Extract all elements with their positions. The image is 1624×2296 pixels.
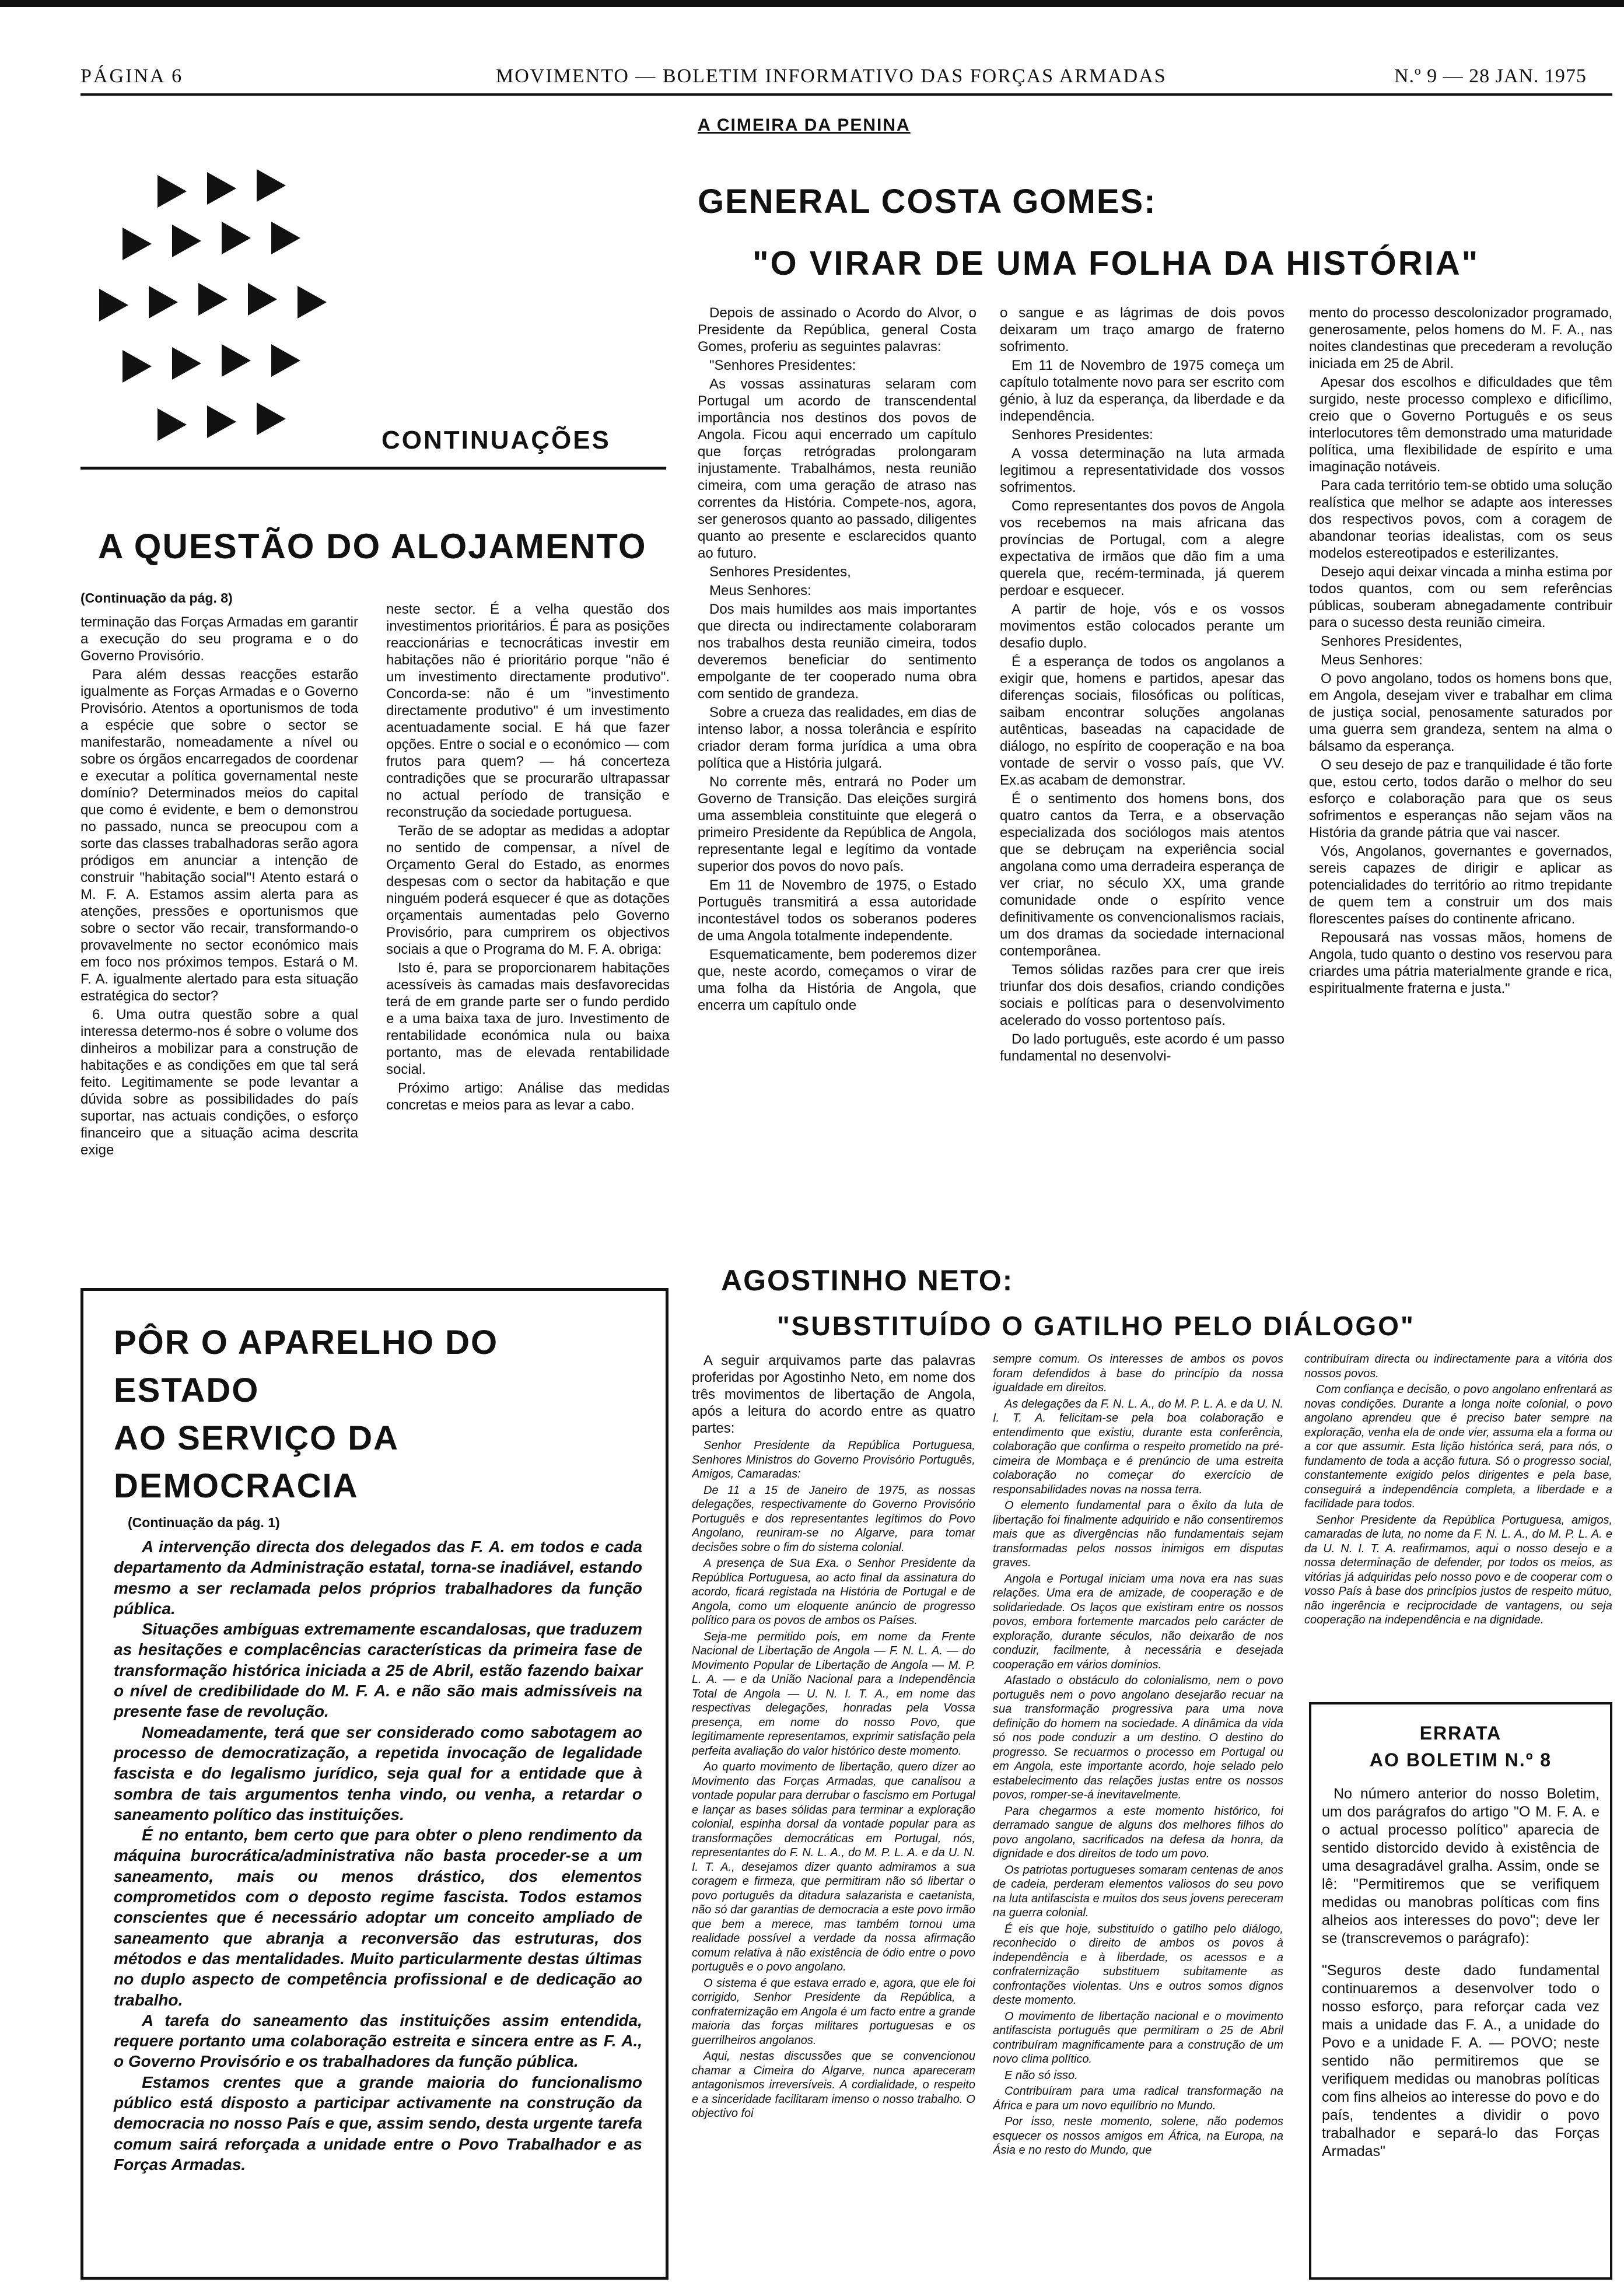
agostinho-paragraph: Os patriotas portugueses somaram centenas de anos de cadeia, perderam elementos valiosos do seu povo na luta antifascista e muitos dos seus jovens pereceram na guerra colonial. xyxy=(993,1863,1283,1919)
agostinho-paragraph: Afastado o obstáculo do colonialismo, nem o povo português nem o povo angolano desejarão recuar na sua transformação progressiva para uma nova definição do homem na sociedade. A dinâmica da vida só nos pode conduzir a um destino. O destino do progresso. Se recuarmos o processo em Portugal ou em Angola, este importante acordo, hoje selado pelo estabelecimento das relações justas entre os nossos povos, romper-se-á inevitavelmente. xyxy=(993,1674,1283,1801)
agostinho-neto-subtitle: "SUBSTITUÍDO O GATILHO PELO DIÁLOGO" xyxy=(777,1311,1415,1341)
errata-body: No número anterior do nosso Boletim, um dos parágrafos do artigo "O M. F. A. e o actual processo político" aparecia de sentido distorcido devido à existência de uma desagradável gralha. Assim, onde se lê: "Permitiremos que se verifiquem medidas ou manobras políticas com fins alheios aos interesses do povo"; deve ler se (transcrevemos o parágrafo): xyxy=(1322,1786,1600,1947)
aparelho-paragraph: Estamos crentes que a grande maioria do funcionalismo público está disposto a participar activamente na construção da democracia no nosso País e que, assim sendo, desta urgente tarefa comum sairá reforçada a unidade entre o Povo Trabalhador e as Forças Armadas. xyxy=(114,2073,642,2174)
page-number: PÁGINA 6 xyxy=(80,65,184,87)
costa-gomes-paragraph: Meus Senhores: xyxy=(709,583,811,598)
costa-gomes-paragraph: A vossa determinação na luta armada legitimou a representatividade dos vossos sofrimentos. xyxy=(1000,446,1284,495)
costa-gomes-paragraph: Em 11 de Novembro de 1975 começa um capítulo totalmente novo para ser escrito com génio, à luz da esperança, da liberdade e da independência. xyxy=(1000,358,1284,424)
alojamento-column-1 xyxy=(80,614,358,1279)
top-border-band xyxy=(0,0,1624,7)
agostinho-paragraph: Senhor Presidente da República Portuguesa, amigos, camaradas de luta, no nome da F. N. L. A., do M. P. L. A. e da U. N. I. T. A. reafirmamos, aqui o nosso desejo e a nossa determinação de defender, por todos os meios, as vitórias já adquiridas pelo nosso povo e de cooperar com o vosso País à base dos princípios justos de respeito mútuo, não ingerência e reciprocidade de vantagens, ou seja cooperação na independência e na dignidade. xyxy=(1304,1513,1612,1626)
costa-gomes-paragraph: mento do processo descolonizador programado, generosamente, pelos homens do M. F. A., nas noites clandestinas que precederam a revolução iniciada em 25 de Abril. xyxy=(1309,305,1612,372)
alojamento-title: A QUESTÃO DO ALOJAMENTO xyxy=(98,527,647,566)
costa-gomes-paragraph: A partir de hoje, vós e os vossos movimentos estão colocados perante um desafio duplo. xyxy=(1000,601,1284,651)
section-kicker: A CIMEIRA DA PENINA xyxy=(698,116,911,135)
issue-date: N.º 9 — 28 JAN. 1975 xyxy=(1394,65,1587,87)
costa-gomes-paragraph: Em 11 de Novembro de 1975, o Estado Português transmitirá a essa autoridade incontestável todos os soberanos poderes de uma Angola totalmente independente. xyxy=(698,877,977,944)
costa-gomes-column-1 xyxy=(698,304,977,1255)
aparelho-paragraph: Situações ambíguas extremamente escandalosas, que traduzem as hesitações e complacências características da primeira fase de transformação histórica iniciada a 25 de Abril, estão fazendo baixar o nível de credibilidade do M. F. A. e não são mais admissíveis na presente fase de revolução. xyxy=(114,1620,642,1721)
aparelho-paragraph: A intervenção directa dos delegados das F. A. em todos e cada departamento da Administração estatal, torna-se inadiável, estando mesmo a ser reclamada pelos próprios trabalhadores da função pública. xyxy=(114,1538,642,1618)
costa-gomes-paragraph: Sobre a crueza das realidades, em dias de intenso labor, a nossa tolerância e espírito criador deram forma jurídica a uma obra política que a História julgará. xyxy=(698,705,977,771)
agostinho-paragraph: O elemento fundamental para o êxito da luta de libertação foi finalmente adquirido e não consentiremos mais que as divergências não fundamentais sejam transformadas pelos nossos inimigos em disputas graves. xyxy=(993,1499,1283,1569)
agostinho-paragraph: Senhor Presidente da República Portuguesa, Senhores Ministros do Governo Provisório Português, Amigos, Camaradas: xyxy=(692,1439,975,1480)
agostinho-paragraph: O sistema é que estava errado e, agora, que ele foi corrigido, Senhor Presidente da República, a confraternização em Angola é um facto entre a grande maioria das forças militares portuguesas e os guerrilheiros angolanos. xyxy=(692,1976,975,2047)
aparelho-paragraph: Nomeadamente, terá que ser considerado como sabotagem ao processo de democratização, a repetida invocação de legalidade fascista e do legalismo jurídico, seja qual for a entidade que à sombra de tais argumentos tenha vindo, ou venha, a retardar o saneamento político das instituições. xyxy=(114,1723,642,1824)
agostinho-paragraph: É eis que hoje, substituído o gatilho pelo diálogo, reconhecido o direito de ambos os povos à independência e à liberdade, os acessos e a confraternização substituem subitamente as confrontações violentas. Uns e outros somos dignos deste momento. xyxy=(993,1922,1283,2007)
costa-gomes-paragraph: É a esperança de todos os angolanos a exigir que, homens e partidos, apesar das diferenças sociais, filosóficas ou políticas, saibam encontrar soluções angolanas autênticas, baseadas na capacidade de diálogo, no espírito de cooperação e na boa vontade de servir o vosso país, que VV. Ex.as acabam de demonstrar. xyxy=(1000,654,1284,788)
costa-gomes-paragraph: No corrente mês, entrará no Poder um Governo de Transição. Das eleições surgirá uma assembleia constituinte que elegerá o primeiro Presidente da República de Angola, representante legal e legítimo da vontade superior dos povos do novo país. xyxy=(698,774,977,874)
costa-gomes-paragraph: Como representantes dos povos de Angola vos recebemos na mais africana das províncias de Portugal, com a alegre expectativa de irmãos que dão fim a uma querela que, recém-terminada, já querem perdoar e esquecer. xyxy=(1000,498,1284,598)
costa-gomes-paragraph: Dos mais humildes aos mais importantes que directa ou indirectamente colaboraram nos trabalhos desta reunião cimeira, todos deveremos beneficiar do sentimento empolgante de ter cooperado numa obra com sentido de grandeza. xyxy=(698,601,977,702)
costa-gomes-paragraph: Depois de assinado o Acordo do Alvor, o Presidente da República, general Costa Gomes, proferiu as seguintes palavras: xyxy=(698,305,977,355)
continuacoes-rule xyxy=(80,467,666,470)
costa-gomes-paragraph: o sangue e as lágrimas de dois povos deixaram um traço amargo de fraterno sofrimento. xyxy=(1000,305,1284,355)
aparelho-continued-note: (Continuação da pág. 1) xyxy=(128,1515,280,1530)
costa-gomes-title: GENERAL COSTA GOMES: xyxy=(698,183,1157,220)
errata-title: ERRATA xyxy=(1419,1723,1502,1744)
alojamento-paragraph: terminação das Forças Armadas em garantir a execução do seu programa e o do Governo Provisório. xyxy=(80,614,358,664)
costa-gomes-column-3 xyxy=(1309,304,1612,1255)
continuacoes-label: CONTINUAÇÕES xyxy=(382,426,611,454)
agostinho-paragraph: A presença de Sua Exa. o Senhor Presidente da República Portuguesa, ao acto final da assinatura do acordo, ficará registada na História de Portugal e de Angola, como um eloquente anúncio de progresso político para os povos de ambos os Países. xyxy=(692,1557,975,1627)
costa-gomes-paragraph: Senhores Presidentes, xyxy=(1321,634,1462,649)
costa-gomes-paragraph: Desejo aqui deixar vincada a minha estima por todos quantos, com ou sem referências públicas, souberam abnegadamente contribuir para o sucesso desta reunião cimeira. xyxy=(1309,564,1612,631)
agostinho-paragraph: Ao quarto movimento de libertação, quero dizer ao Movimento das Forças Armadas, que canalisou a vontade popular para derrubar o fascismo em Portugal e lançar as bases sólidas para terminar a exploração colonial, espinha dorsal da vontade popular para as transformações democráticas em Portugal, nós, representantes do F. N. L. A., do M. P. L. A. e da U. N. I. T. A., desejamos dizer quanto admiramos a sua coragem e firmeza, que permitiram não só libertar o povo português da ditadura salazarista e caetanista, não só dar garantias de democracia a este povo irmão que bem a merece, mas também tornou uma realidade possível a verdade da nossa afirmação comum relativa à não existência de ódio entre o povo português e o povo angolano. xyxy=(692,1760,975,1973)
agostinho-paragraph: sempre comum. Os interesses de ambos os povos foram defendidos à base do princípio da nossa igualdade em direitos. xyxy=(993,1353,1283,1394)
agostinho-paragraph: Contribuíram para uma radical transformação na África e para um novo equilíbrio no Mundo. xyxy=(993,2085,1283,2112)
agostinho-column-1 xyxy=(692,1352,975,2286)
alojamento-paragraph: Isto é, para se proporcionarem habitações acessíveis às camadas mais desfavorecidas terá de em grande parte ser o fundo perdido e a uma baixa taxa de juro. Investimento de rentabilidade económica nula ou baixa portanto, mas de elevada rentabilidade social. xyxy=(386,960,670,1077)
costa-gomes-paragraph: O povo angolano, todos os homens bons que, em Angola, desejam viver e trabalhar em clima de justiça social, penosamente saturados por uma guerra sem grandeza, sentem na alma o bálsamo da esperança. xyxy=(1309,671,1612,754)
costa-gomes-paragraph: Esquematicamente, bem poderemos dizer que, neste acordo, começamos o virar de uma folha da História de Angola, que encerra um capítulo onde xyxy=(698,947,977,1013)
agostinho-column-2 xyxy=(993,1352,1283,2286)
costa-gomes-paragraph: Temos sólidas razões para crer que ireis triunfar dos dois desafios, criando condições sociais e políticas para o desenvolvimento acelerado do vosso portentoso país. xyxy=(1000,962,1284,1028)
costa-gomes-paragraph: "Senhores Presidentes: xyxy=(709,358,856,373)
continuacoes-triangle-logo xyxy=(88,163,368,455)
alojamento-column-2 xyxy=(386,601,670,1279)
costa-gomes-paragraph: Meus Senhores: xyxy=(1321,652,1423,668)
costa-gomes-paragraph: Repousará nas vossas mãos, homens de Angola, tudo quanto o destino vos reservou para criardes uma pátria materialmente grande e rica, espiritualmente fraterna e justa." xyxy=(1309,930,1612,996)
alojamento-paragraph: Próximo artigo: Análise das medidas concretas e meios para as levar a cabo. xyxy=(386,1080,670,1113)
agostinho-paragraph: As delegações da F. N. L. A., do M. P. L. A. e da U. N. I. T. A. felicitam-se pela boa colaboração e entendimento que existiu, durante esta conferência, colaboração que confirma o respeito prometido na pré-cimeira de Mombaça e é prenúncio de uma estreita colaboração no começar do exercício de responsabilidades novas na nossa terra. xyxy=(993,1397,1283,1496)
aparelho-body xyxy=(114,1536,642,2175)
agostinho-paragraph: E não só isso. xyxy=(1005,2068,1078,2082)
agostinho-paragraph: Com confiança e decisão, o povo angolano enfrentará as novas condições. Durante a longa noite colonial, o povo angolano aprendeu que é preciso bater sempre na exploração, venha ela de onde vier, assuma ela a forma ou a cor que assumir. Esta lição histórica será, para nós, o fundamento de toda a acção futura. Só o progresso social, constantemente exigido pelos dirigentes e pela base, conseguirá a independência completa, a liberdade e a facilidade para todos. xyxy=(1304,1383,1612,1510)
aparelho-estado-box xyxy=(80,1288,668,2280)
alojamento-paragraph: Para além dessas reacções estarão igualmente as Forças Armadas e o Governo Provisório. Atentos a oportunismos de toda a espécie que sobre o sector se manifestarão, nomeadamente a nível ou sobre os órgãos encarregados de coordenar e executar a política governamental neste domínio? Determinados meios do capital que como é evidente, e bem o demonstrou no passado, nunca se preocupou com a sorte das classes trabalhadoras serão agora pródigos em anunciar a intenção de construir "habitação social"! Atento estará o M. F. A. Estamos assim alerta para as atenções, pressões e oportunismos que sobre o sector vão recair, transformando-o provavelmente no sector económico mais em foco nos próximos tempos. Estará o M. F. A. igualmente alertado para esta situação estratégica do sector? xyxy=(80,667,358,1004)
header-rule xyxy=(80,93,1612,96)
alojamento-continued-note: (Continuação da pág. 8) xyxy=(80,590,233,606)
costa-gomes-paragraph: Senhores Presidentes, xyxy=(709,564,851,580)
costa-gomes-paragraph: O seu desejo de paz e tranquilidade é tão forte que, estou certo, todos darão o melhor do seu esforço e colaboração para que os seus sofrimentos e esperanças não sejam vãos na História da grande pátria que vai nascer. xyxy=(1309,757,1612,841)
publication-name: MOVIMENTO — BOLETIM INFORMATIVO DAS FORÇAS ARMADAS xyxy=(496,65,1167,87)
costa-gomes-paragraph: Apesar dos escolhos e dificuldades que têm surgido, neste processo complexo e dificílimo, creio que o Governo Português e os seus interlocutores têm demonstrado uma maturidade política, uma flexibilidade de espírito e uma imaginação notáveis. xyxy=(1309,374,1612,475)
costa-gomes-paragraph: As vossas assinaturas selaram com Portugal um acordo de transcendental importância nos destinos dos povos de Angola. Ficou aqui encerrado um capítulo que forças retrógradas prolongaram injustamente. Trabalhámos, nesta reunião cimeira, com uma geração de atraso nas correntes da História. Compete-nos, agora, ser generosos quanto ao passado, diligentes quanto ao presente e esclarecidos quanto ao futuro. xyxy=(698,376,977,561)
aparelho-paragraph: A tarefa do saneamento das instituições assim entendida, requere portanto uma colaboração estreita e sincera entre as F. A., o Governo Provisório e os trabalhadores da função pública. xyxy=(114,2011,642,2071)
costa-gomes-paragraph: Senhores Presidentes: xyxy=(1012,427,1153,443)
errata-quote: "Seguros deste dado fundamental continuaremos a desenvolver todo o nosso esforço, para reforçar cada vez mais a unidade das F. A., a unidade do Povo e a unidade F. A. — POVO; neste sentido não permitiremos que se verifiquem medidas ou manobras políticas com fins alheios ao interesse do povo e do país, tendentes a dividir o povo trabalhador e separá-lo das Forças Armadas" xyxy=(1322,1962,1600,2160)
agostinho-paragraph: Aqui, nestas discussões que se convencionou chamar a Cimeira do Algarve, nunca apareceram antagonismos irreversíveis. A cordialidade, o respeito e a sinceridade facilitaram imenso o nosso trabalho. O objectivo foi xyxy=(692,2050,975,2120)
alojamento-paragraph: Terão de se adoptar as medidas a adoptar no sentido de compensar, a nível de Orçamento Geral do Estado, as enormes despesas com o sector da habitação e que ninguém poderá esquecer é que as dotações orçamentais aumentadas pelo Governo Provisório, para cumprirem os objectivos sociais a que o Programa do M. F. A. obriga: xyxy=(386,823,670,957)
costa-gomes-paragraph: É o sentimento dos homens bons, dos quatro cantos da Terra, e a observação especializada dos sociólogos mais atentos que se debruçam na experiência social angolana como uma derradeira esperança de ver criar, no século XX, uma grande comunidade onde o espírito vence definitivamente os convencionalismos raciais, um dos dramas da sociedade internacional contemporânea. xyxy=(1000,791,1284,959)
costa-gomes-paragraph: Vós, Angolanos, governantes e governados, sereis capazes de dirigir e aplicar as potencialidades do território ao ritmo trepidante de quem tem a construir um dos mais florescentes países do continente africano. xyxy=(1309,844,1612,927)
aparelho-paragraph: É no entanto, bem certo que para obter o pleno rendimento da máquina burocrática/administrativa não basta proceder-se a um saneamento, mais ou menos drástico, dos elementos comprometidos com o deposto regime fascista. Todos estamos conscientes que é necessário adoptar um conceito ampliado de saneamento que abranja a reconversão das estruturas, dos métodos e das mentalidades. Muito particularmente destas últimas no duplo aspecto de competência profissional e de dedicação ao trabalho. xyxy=(114,1826,642,2009)
aparelho-title-line-1: PÔR O APARELHO DO ESTADO xyxy=(114,1324,499,1409)
agostinho-paragraph: Seja-me permitido pois, em nome da Frente Nacional de Libertação de Angola — F. N. L. A. — do Movimento Popular de Libertação de Angola — M. P. L. A. — e da União Nacional para a Independência Total de Angola — U. N. I. T. A., em nome das respectivas delegações, honradas pela Vossa presença, em nome do nosso Povo, que legitimamente representamos, exprimir satisfação pela perfeita avaliação do valor histórico deste momento. xyxy=(692,1630,975,1758)
agostinho-paragraph: Por isso, neste momento, solene, não podemos esquecer os nossos amigos em África, na Europa, na Ásia e no resto do Mundo, que xyxy=(993,2115,1283,2157)
agostinho-column-3 xyxy=(1304,1352,1612,1679)
agostinho-neto-title: AGOSTINHO NETO: xyxy=(721,1264,1014,1297)
errata-subtitle: AO BOLETIM N.º 8 xyxy=(1369,1749,1552,1770)
agostinho-paragraph: O movimento de libertação nacional e o movimento antifascista português que permitiram o 25 de Abril contribuíram magnificamente para a construção de um novo clima político. xyxy=(993,2010,1283,2066)
costa-gomes-paragraph: Do lado português, este acordo é um passo fundamental no desenvolvi- xyxy=(1000,1031,1284,1064)
agostinho-paragraph: De 11 a 15 de Janeiro de 1975, as nossas delegações, respectivamente do Governo Provisório Português e dos representantes legítimos do Povo Angolano, reuniram-se no Algarve, para tomar decisões sobre o fim do sistema colonial. xyxy=(692,1483,975,1554)
agostinho-intro: A seguir arquivamos parte das palavras proferidas por Agostinho Neto, em nome dos três movimentos de libertação de Angola, após a leitura do acordo entre as quatro partes: xyxy=(692,1353,975,1436)
errata-box xyxy=(1309,1702,1612,2280)
costa-gomes-subtitle: "O VIRAR DE UMA FOLHA DA HISTÓRIA" xyxy=(752,244,1480,282)
costa-gomes-paragraph: Para cada território tem-se obtido uma solução realística que melhor se adapte aos interesses dos respectivos povos, com a coragem de abandonar teorias idealistas, com os seus modelos estereotipados e esterilizantes. xyxy=(1309,478,1612,561)
agostinho-paragraph: contribuíram directa ou indirectamente para a vitória dos nossos povos. xyxy=(1304,1353,1612,1380)
alojamento-paragraph: 6. Uma outra questão sobre a qual interessa determo-nos é sobre o volume dos dinheiros a mobilizar para a construção de habitações e as condições em que tal será feito. Legitimamente se pode levantar a dúvida sobre as possibilidades do país suportar, nas actuais condições, o esforço financeiro que a situação acima descrita exige xyxy=(80,1007,358,1158)
costa-gomes-column-2 xyxy=(1000,304,1284,1255)
aparelho-title-line-2: AO SERVIÇO DA DEMOCRACIA xyxy=(114,1419,398,1505)
agostinho-paragraph: Angola e Portugal iniciam uma nova era nas suas relações. Uma era de amizade, de cooperação e de solidariedade. Os laços que existiram entre os nossos povos, embora fortemente marcados pelo carácter de exploração, durante séculos, não deixarão de nos conduzir, facilmente, à necessária e desejada cooperação em vários domínios. xyxy=(993,1572,1283,1671)
agostinho-paragraph: Para chegarmos a este momento histórico, foi derramado sangue de alguns dos melhores filhos do povo angolano, sacrificados na defesa da honra, da dignidade e dos direitos de todo um povo. xyxy=(993,1804,1283,1860)
alojamento-paragraph: neste sector. É a velha questão dos investimentos prioritários. É para as posições reaccionárias e tecnocráticas investir em habitações não é prioritário porque "não é um investimento directamente produtivo". Concorda-se: não é um "investimento directamente produtivo" é um investimento acentuadamente social. E há que fazer opções. Entre o social e o económico — com frutos para quem? — há concerteza contradições que se procurarão ultrapassar no actual período de transição e reconstrução da sociedade portuguesa. xyxy=(386,601,670,820)
